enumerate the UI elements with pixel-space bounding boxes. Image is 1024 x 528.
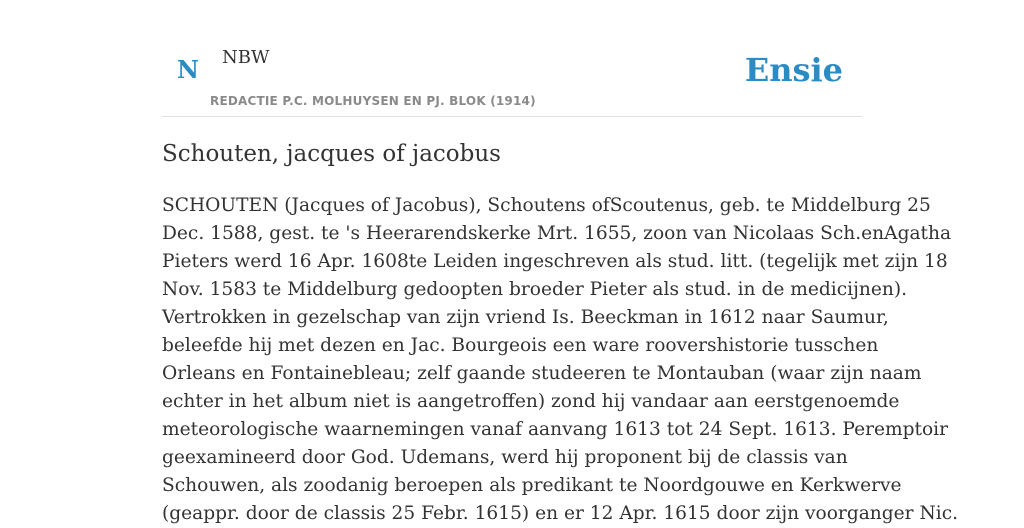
article-line: Schouwen, als zoodanig beroepen als predikant te Noordgouwe en Kerkwerve [162, 475, 902, 496]
source-name-link[interactable]: NBW [222, 47, 270, 68]
source-header [162, 0, 862, 117]
article-line: SCHOUTEN (Jacques of Jacobus), Schoutens ofScoutenus, geb. te Middelburg 25 [162, 195, 931, 216]
article-line: (geappr. door de classis 25 Febr. 1615) en er 12 Apr. 1615 door zijn voorganger Nic. [162, 503, 959, 524]
article-body [162, 192, 959, 528]
article-line: beleefde hij met dezen en Jac. Bourgeois een ware roovershistorie tusschen [162, 335, 879, 356]
article-title: Schouten, jacques of jacobus [162, 141, 501, 167]
article-line: meteorologische waarnemingen vanaf aanvang 1613 tot 24 Sept. 1613. Peremptoir [162, 419, 949, 440]
page [162, 0, 959, 524]
article-line: Orleans en Fontainebleau; zelf gaande studeeren te Montauban (waar zijn naam [162, 363, 922, 384]
article-line: Vertrokken in gezelschap van zijn vriend Is. Beeckman in 1612 naar Saumur, [162, 307, 889, 328]
article-line: Dec. 1588, gest. te 's Heerarendskerke Mrt. 1655, zoon van Nicolaas Sch.enAgatha [162, 223, 952, 244]
article-line: Pieters werd 16 Apr. 1608te Leiden ingeschreven als stud. litt. (tegelijk met zijn 18 [162, 251, 948, 272]
source-subtitle: REDACTIE P.C. MOLHUYSEN EN PJ. BLOK (1914) [210, 94, 536, 108]
article-line: Nov. 1583 te Middelburg gedoopten broeder Pieter als stud. in de medicijnen). [162, 279, 907, 300]
brand-logo-link[interactable]: Ensie [744, 51, 843, 89]
article-line: echter in het album niet is aangetroffen) zond hij vandaar aan eerstgenoemde [162, 391, 900, 412]
source-logo-icon: N [177, 55, 199, 84]
article-line: geexamineerd door God. Udemans, werd hij proponent bij de classis van [162, 447, 848, 468]
